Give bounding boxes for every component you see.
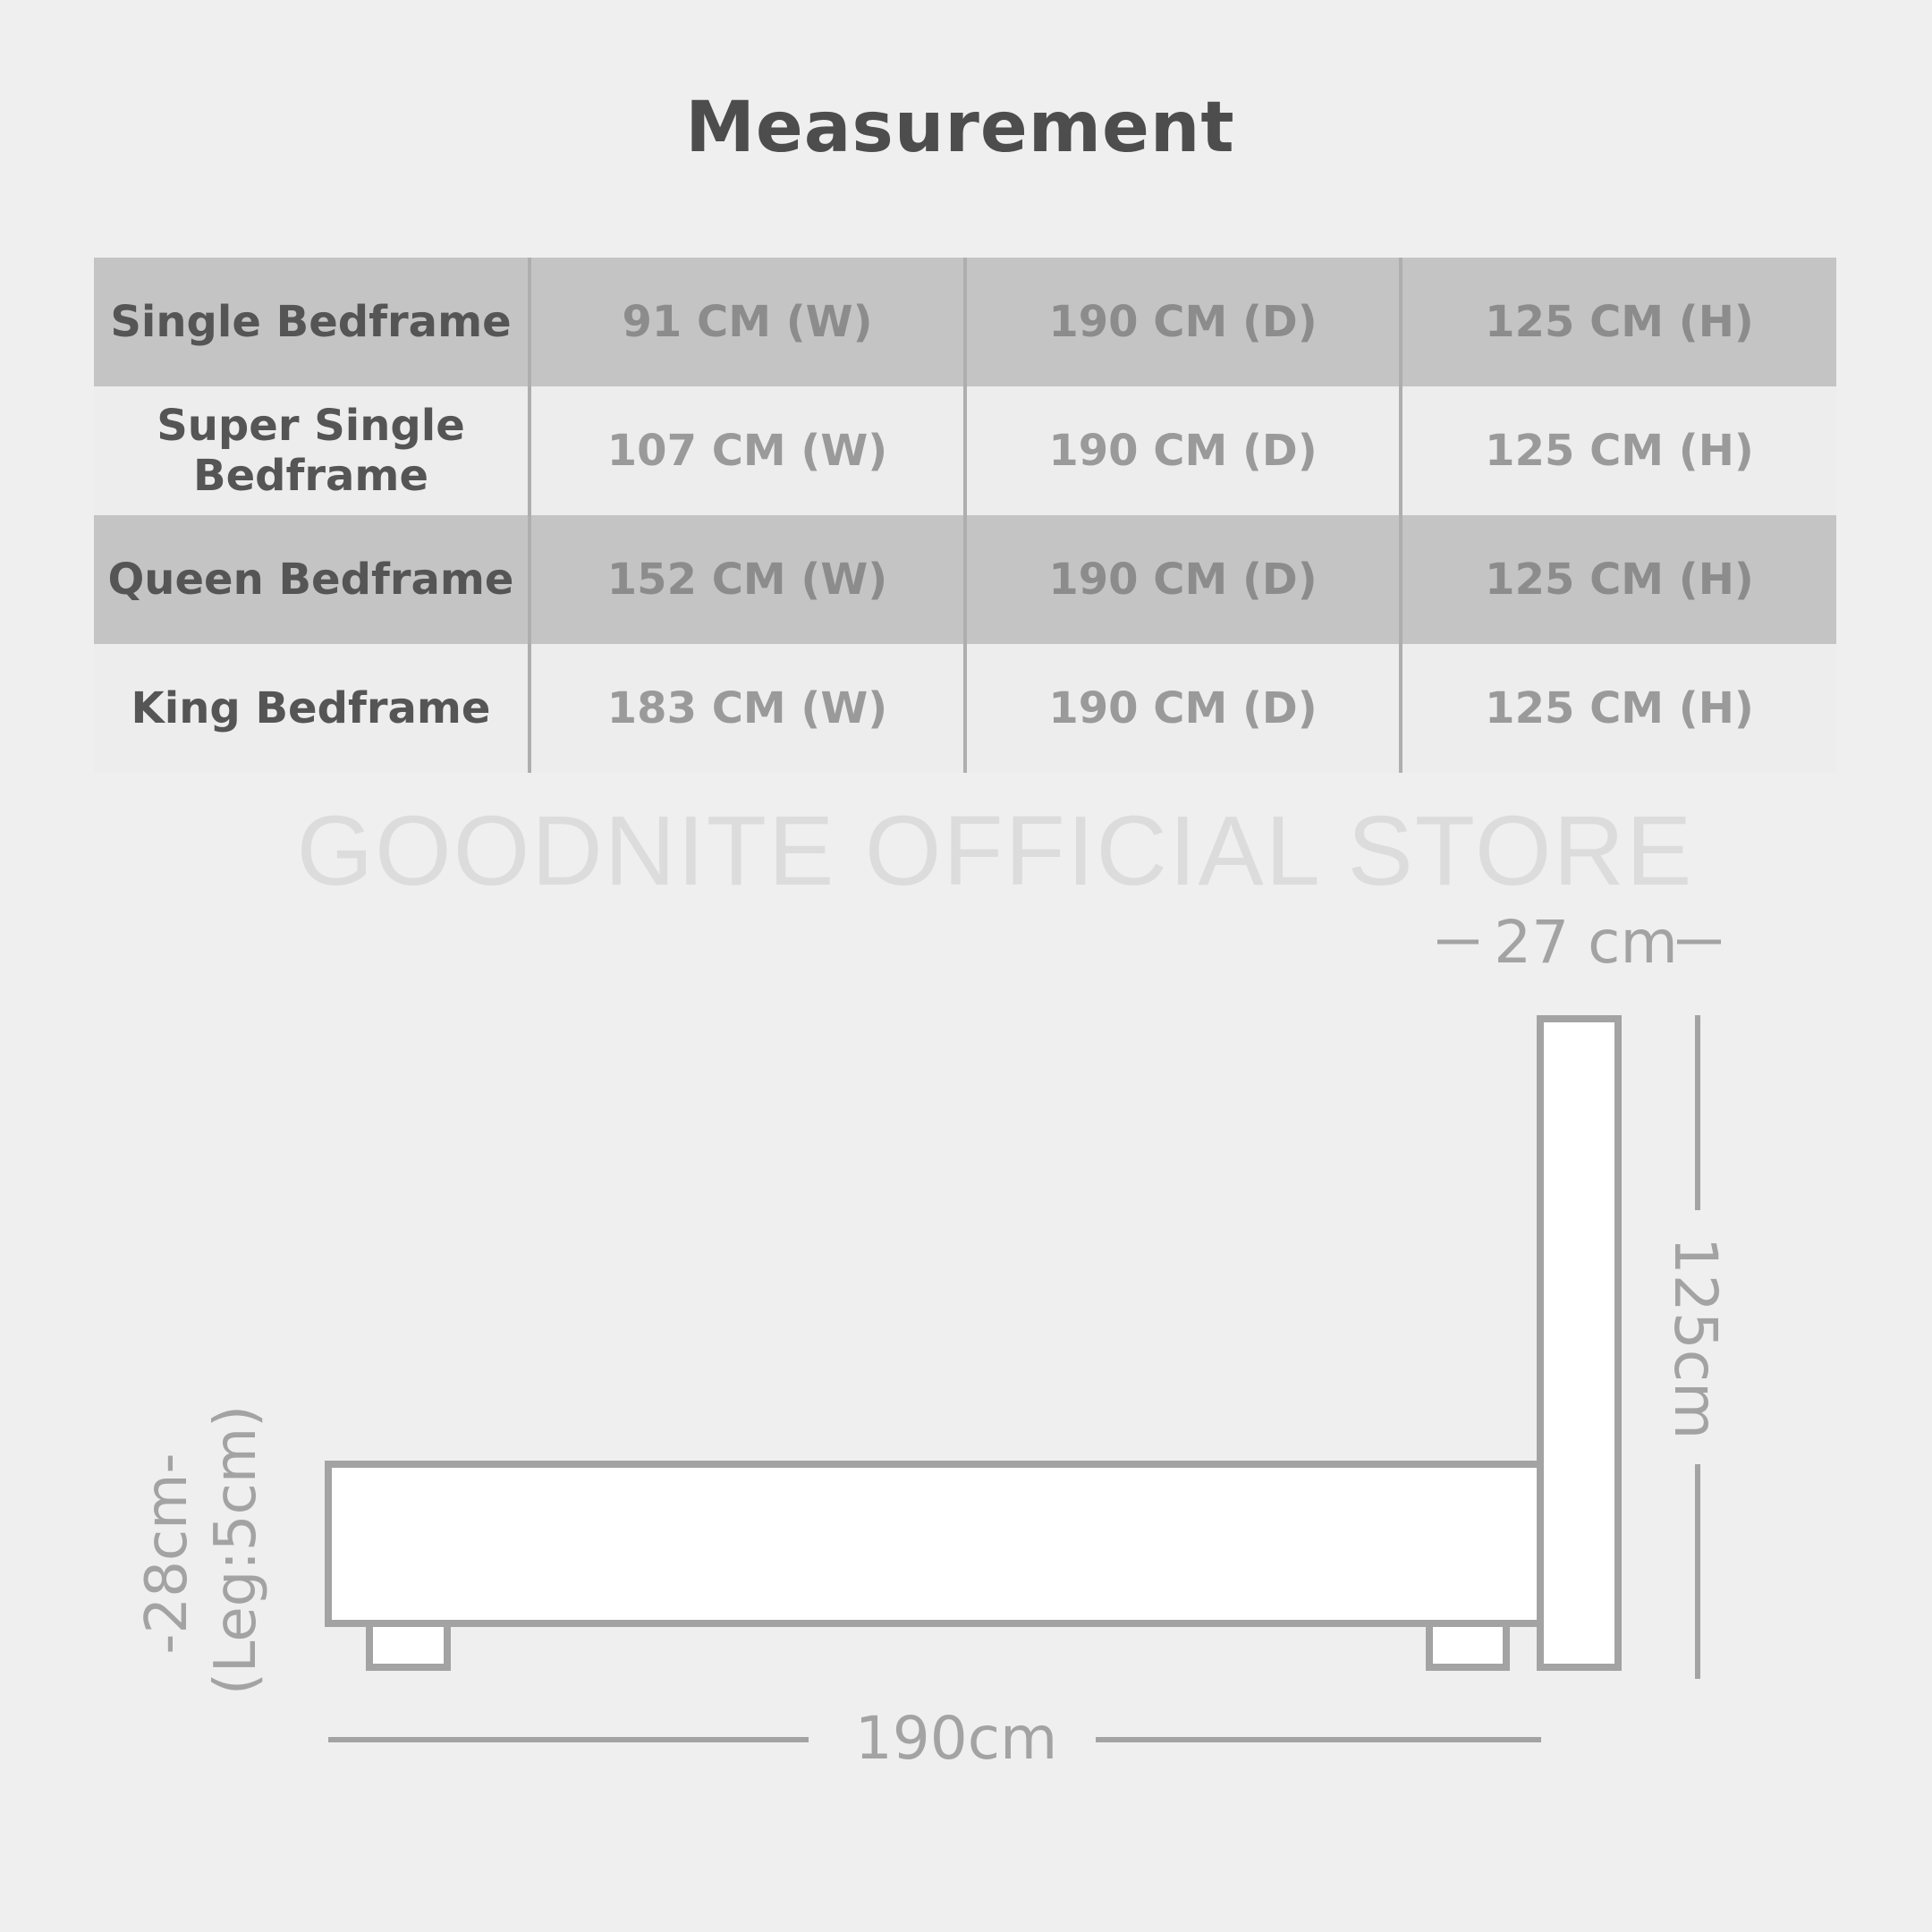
page-title: Measurement bbox=[685, 88, 1235, 168]
bed-leg-left bbox=[369, 1623, 447, 1667]
headboard-height-label: 125cm bbox=[1661, 1236, 1730, 1440]
headboard-thickness-label: 27 cm bbox=[1494, 908, 1678, 977]
depth-cell: 190 CM (D) bbox=[965, 515, 1401, 644]
bed-base bbox=[328, 1464, 1540, 1623]
depth-cell: 190 CM (D) bbox=[965, 644, 1401, 773]
row-name: King Bedframe bbox=[94, 644, 530, 773]
bed-leg-right bbox=[1429, 1623, 1506, 1667]
bed-length-label: 190cm bbox=[854, 1704, 1058, 1773]
row-name: Single Bedframe bbox=[94, 258, 530, 386]
width-cell: 183 CM (W) bbox=[530, 644, 965, 773]
width-cell: 91 CM (W) bbox=[530, 258, 965, 386]
height-cell: 125 CM (H) bbox=[1401, 258, 1836, 386]
height-cell: 125 CM (H) bbox=[1401, 515, 1836, 644]
leg-height-label: (Leg:5cm) bbox=[203, 1404, 269, 1696]
headboard bbox=[1540, 1019, 1618, 1667]
width-cell: 107 CM (W) bbox=[530, 386, 965, 515]
bed-height-label: -28cm- bbox=[134, 1453, 200, 1655]
height-cell: 125 CM (H) bbox=[1401, 386, 1836, 515]
store-watermark: GOODNITE OFFICIAL STORE bbox=[296, 796, 1694, 906]
depth-cell: 190 CM (D) bbox=[965, 386, 1401, 515]
row-name: Queen Bedframe bbox=[94, 515, 530, 644]
width-cell: 152 CM (W) bbox=[530, 515, 965, 644]
row-name: Super Single Bedframe bbox=[94, 386, 530, 515]
height-cell: 125 CM (H) bbox=[1401, 644, 1836, 773]
depth-cell: 190 CM (D) bbox=[965, 258, 1401, 386]
